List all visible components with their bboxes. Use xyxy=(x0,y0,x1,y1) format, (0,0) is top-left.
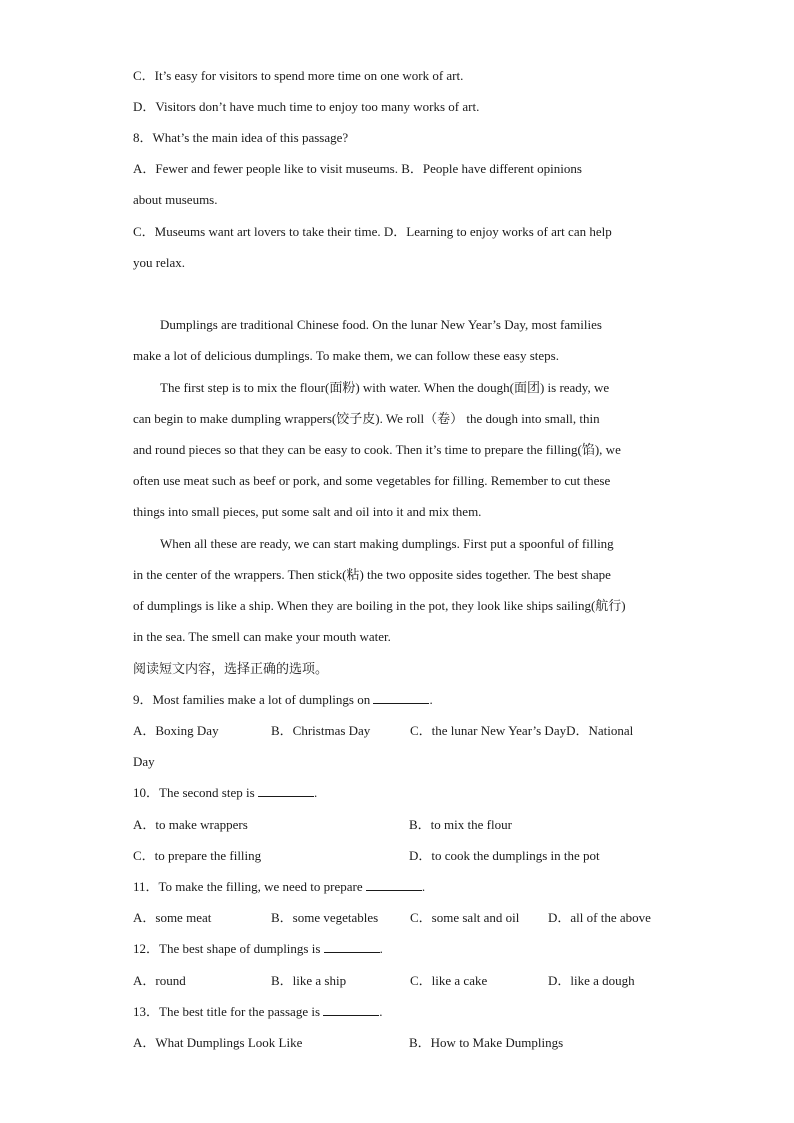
q12-option-a[interactable]: A．round xyxy=(133,973,186,988)
q11-stem: 11．To make the filling, we need to prepare . xyxy=(133,879,426,894)
q10-option-b[interactable]: B．to mix the flour xyxy=(409,817,512,832)
q11-option-b[interactable]: B．some vegetables xyxy=(271,910,379,925)
passage-p2-line5: things into small pieces, put some salt and oil into it and mix them. xyxy=(133,504,482,519)
answer-blank[interactable] xyxy=(366,878,422,891)
answer-blank[interactable] xyxy=(323,1003,379,1016)
q11-option-c[interactable]: C．some salt and oil xyxy=(410,910,520,925)
q11-option-a[interactable]: A．some meat xyxy=(133,910,212,925)
answer-blank[interactable] xyxy=(324,940,380,953)
passage-p2-line2: can begin to make dumpling wrappers(饺子皮). We roll（卷） the dough into small, thin xyxy=(133,411,600,426)
q10-option-c[interactable]: C．to prepare the filling xyxy=(133,848,262,863)
q10-stem: 10．The second step is . xyxy=(133,785,318,800)
q13-stem: 13．The best title for the passage is . xyxy=(133,1004,383,1019)
answer-blank[interactable] xyxy=(258,784,314,797)
q8-stem: 8．What’s the main idea of this passage? xyxy=(133,130,349,145)
passage-p1-line1: Dumplings are traditional Chinese food. On the lunar New Year’s Day, most families xyxy=(160,317,602,332)
q8-options-line3: C．Museums want art lovers to take their time. D．Learning to enjoy works of art can help xyxy=(133,224,612,239)
q13-option-b[interactable]: B．How to Make Dumplings xyxy=(409,1035,564,1050)
answer-blank[interactable] xyxy=(373,691,429,704)
passage-p2-line3: and round pieces so that they can be easy to cook. Then it’s time to prepare the filling(馅), we xyxy=(133,442,621,457)
passage-p2-line4: often use meat such as beef or pork, and some vegetables for filling. Remember to cut these xyxy=(133,473,611,488)
q9-option-b[interactable]: B．Christmas Day xyxy=(271,723,371,738)
q10-option-a[interactable]: A．to make wrappers xyxy=(133,817,248,832)
passage-p3-line1: When all these are ready, we can start making dumplings. First put a spoonful of filling xyxy=(160,536,614,551)
q9-option-c[interactable]: C．the lunar New Year’s DayD．National xyxy=(410,723,634,738)
q7-option-d: D．Visitors don’t have much time to enjoy too many works of art. xyxy=(133,99,480,114)
q11-option-d[interactable]: D．all of the above xyxy=(548,910,651,925)
q8-options-line4: you relax. xyxy=(133,255,185,270)
passage-p3-line4: in the sea. The smell can make your mouth water. xyxy=(133,629,391,644)
q8-options-line2: about museums. xyxy=(133,192,218,207)
q12-option-b[interactable]: B．like a ship xyxy=(271,973,347,988)
q9-option-wrap: Day xyxy=(133,754,155,769)
q12-option-c[interactable]: C．like a cake xyxy=(410,973,488,988)
q9-stem: 9．Most families make a lot of dumplings on . xyxy=(133,692,433,707)
q7-option-c: C．It’s easy for visitors to spend more time on one work of art. xyxy=(133,68,464,83)
passage-p1-line2: make a lot of delicious dumplings. To make them, we can follow these easy steps. xyxy=(133,348,559,363)
instruction-text: 阅读短文内容，选择正确的选项。 xyxy=(133,661,329,676)
q13-option-a[interactable]: A．What Dumplings Look Like xyxy=(133,1035,303,1050)
passage-p3-line3: of dumplings is like a ship. When they are boiling in the pot, they look like ships sailing(航行) xyxy=(133,598,626,613)
q9-option-a[interactable]: A．Boxing Day xyxy=(133,723,219,738)
q12-stem: 12．The best shape of dumplings is . xyxy=(133,941,383,956)
passage-p3-line2: in the center of the wrappers. Then stick(粘) the two opposite sides together. The best shape xyxy=(133,567,611,582)
q8-options-line1: A．Fewer and fewer people like to visit museums. B．People have different opinions xyxy=(133,161,582,176)
passage-p2-line1: The first step is to mix the flour(面粉) with water. When the dough(面团) is ready, we xyxy=(160,380,610,395)
q12-option-d[interactable]: D．like a dough xyxy=(548,973,635,988)
q10-option-d[interactable]: D．to cook the dumplings in the pot xyxy=(409,848,600,863)
